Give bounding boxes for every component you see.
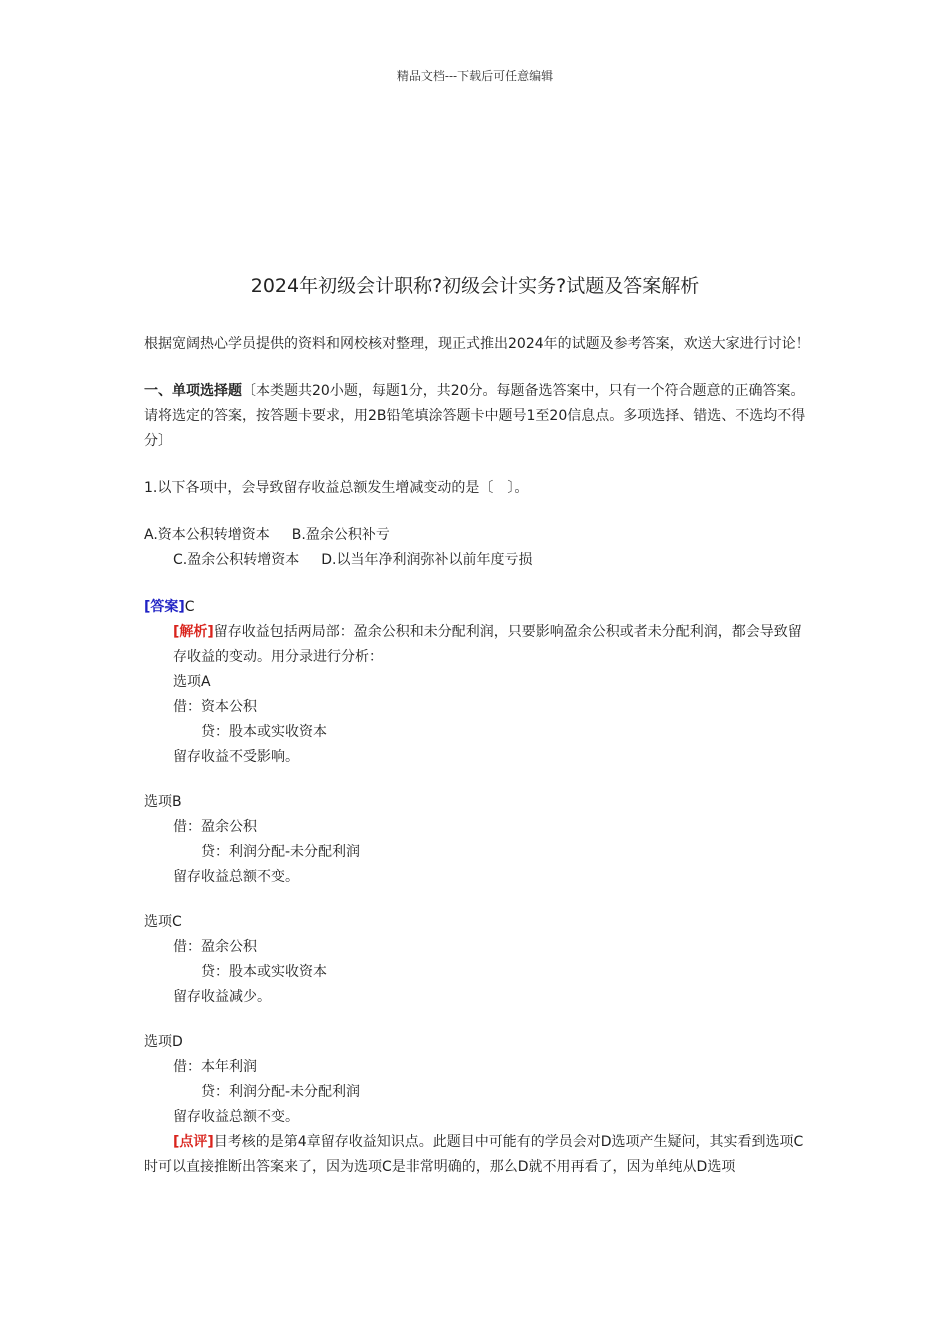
entry-c-debit: 借：盈余公积 [173, 939, 257, 955]
option-c: C.盈余公积转增资本 [173, 552, 300, 568]
analysis-text: 留存收益包括两局部：盈余公积和未分配利润，只要影响盈余公积或者未分配利润，都会导致留存收益的变动。用分录进行分析： [173, 624, 802, 665]
option-a: A.资本公积转增资本 [144, 527, 270, 543]
comment-text: 目考核的是第4章留存收益知识点。此题目中可能有的学员会对D选项产生疑问，其实看到选项C时可以直接推断出答案来了，因为选项C是非常明确的，那么D就不用再看了，因为单纯从D选项 [144, 1134, 804, 1175]
document-title: 2024年初级会计职称?初级会计实务?试题及答案解析 [250, 275, 700, 297]
comment-label: [点评] [173, 1134, 214, 1150]
section-description: 〔本类题共20小题，每题1分，共20分。每题备选答案中，只有一个符合题意的正确答案。请将选定的答案，按答题卡要求，用2B铅笔填涂答题卡中题号1至20信息点。多项选择、错选、不选均不得分〕 [144, 383, 806, 449]
analysis-label: [解析] [173, 624, 214, 640]
option-d: D.以当年净利润弥补以前年度亏损 [321, 552, 533, 568]
entry-d-title: 选项D [144, 1034, 183, 1050]
entry-a-credit: 贷：股本或实收资本 [201, 724, 327, 740]
entry-a-result: 留存收益不受影响。 [173, 749, 299, 765]
answer-value: C [184, 599, 195, 615]
page-header: 精品文档---下载后可任意编辑 [396, 69, 554, 83]
section-heading: 一、单项选择题 [144, 383, 242, 399]
entry-c-credit: 贷：股本或实收资本 [201, 964, 327, 980]
entry-b-result: 留存收益总额不变。 [173, 869, 299, 885]
entry-d-credit: 贷：利润分配-未分配利润 [201, 1084, 361, 1100]
options-row-1 [144, 523, 814, 548]
answer-label: [答案] [144, 599, 185, 615]
document-body [144, 332, 814, 1180]
option-b: B.盈余公积补亏 [291, 527, 390, 543]
entry-a-title: 选项A [173, 674, 211, 690]
entry-a-debit: 借：资本公积 [173, 699, 257, 715]
entry-b-title: 选项B [144, 794, 182, 810]
comment-paragraph [144, 1130, 814, 1180]
entry-b-credit: 贷：利润分配-未分配利润 [201, 844, 361, 860]
entry-d-result: 留存收益总额不变。 [173, 1109, 299, 1125]
entry-c-title: 选项C [144, 914, 182, 930]
entry-c-result: 留存收益减少。 [173, 989, 271, 1005]
analysis-paragraph [144, 620, 814, 670]
entry-d-debit: 借：本年利润 [173, 1059, 257, 1075]
question-stem: 1.以下各项中，会导致留存收益总额发生增减变动的是〔 〕。 [144, 480, 529, 496]
answer-line [144, 595, 814, 620]
options-row-2 [144, 548, 814, 573]
entry-b-debit: 借：盈余公积 [173, 819, 257, 835]
section-paragraph [144, 379, 814, 454]
intro-paragraph: 根据宽阔热心学员提供的资料和网校核对整理，现正式推出2024年的试题及参考答案，欢送大家进行讨论！ [144, 336, 810, 352]
